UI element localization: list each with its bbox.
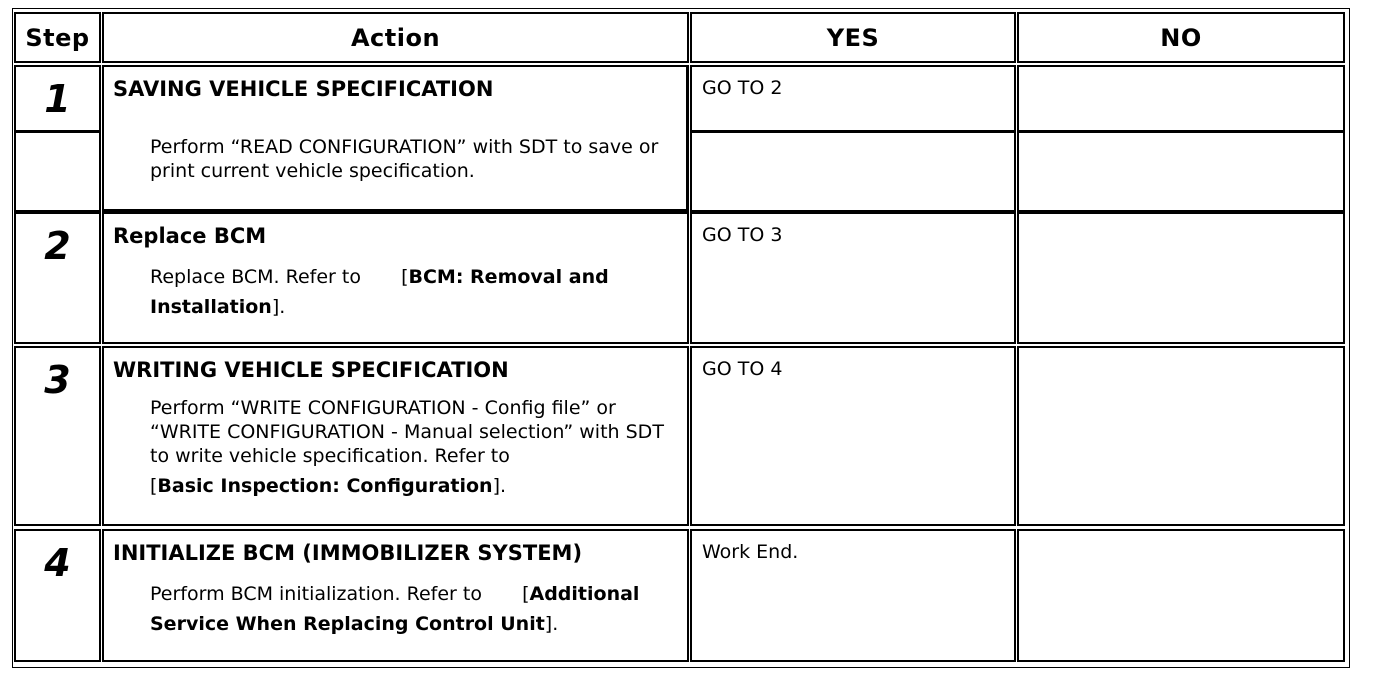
step-number: 3 [44, 358, 71, 402]
row-1-yes-subcell [690, 131, 1016, 212]
row-4-no-cell [1017, 529, 1345, 662]
yes-outcome-link[interactable]: GO TO 2 [702, 77, 783, 99]
row-4-step-cell [14, 529, 101, 662]
yes-outcome-link[interactable]: GO TO 4 [702, 358, 783, 380]
header-step: Step [14, 12, 101, 63]
row-3-no-cell [1017, 346, 1345, 526]
row-2-yes-cell [690, 212, 1016, 344]
header-yes: YES [690, 12, 1016, 63]
yes-outcome-text: Work End. [702, 541, 799, 563]
row-1-no-cell [1017, 65, 1345, 132]
body-suffix: ]. [271, 296, 286, 318]
reference-link[interactable]: Additional Service When Replacing Control Unit [150, 583, 640, 635]
step-number: 1 [44, 77, 71, 121]
action-title: INITIALIZE BCM (IMMOBILIZER SYSTEM) [113, 541, 583, 565]
row-3-action-cell [102, 346, 689, 526]
row-3-yes-cell [690, 346, 1016, 526]
body-text: Replace BCM. Refer to [150, 266, 361, 288]
bracket-open: [ [522, 583, 530, 605]
header-no: NO [1017, 12, 1345, 63]
header-action: Action [102, 12, 689, 63]
action-body [150, 396, 680, 498]
row-1-action-cell [102, 65, 689, 212]
row-1-step-cell [14, 65, 101, 132]
step-number: 4 [44, 541, 71, 585]
row-2-action-cell [102, 212, 689, 344]
row-2-step-cell [14, 212, 101, 344]
reference-link[interactable]: BCM: Removal and Installation [150, 266, 609, 318]
reference-link[interactable]: Basic Inspection: Configuration [157, 475, 493, 497]
action-body [150, 262, 680, 322]
action-body: Perform “READ CONFIGURATION” with SDT to save or print current vehicle specification. [150, 136, 659, 182]
row-4-yes-cell [690, 529, 1016, 662]
row-4-action-cell [102, 529, 689, 662]
reference-line [150, 474, 680, 498]
row-3-step-cell [14, 346, 101, 526]
action-body [150, 579, 680, 639]
action-title: WRITING VEHICLE SPECIFICATION [113, 358, 509, 382]
body-text: Perform “WRITE CONFIGURATION - Config file” or “WRITE CONFIGURATION - Manual selection” with SDT to write vehicle specification. Refer to [150, 397, 664, 467]
action-title: SAVING VEHICLE SPECIFICATION [113, 77, 494, 101]
body-text: Perform BCM initialization. Refer to [150, 583, 482, 605]
bracket-open: [ [150, 475, 158, 497]
body-suffix: ]. [492, 475, 507, 497]
yes-outcome-link[interactable]: GO TO 3 [702, 224, 783, 246]
step-number: 2 [44, 224, 71, 268]
row-1-yes-cell [690, 65, 1016, 132]
row-2-no-cell [1017, 212, 1345, 344]
body-suffix: ]. [544, 613, 559, 635]
action-title: Replace BCM [113, 224, 267, 248]
row-1-no-subcell [1017, 131, 1345, 212]
bracket-open: [ [401, 266, 409, 288]
row-1-step-subcell [14, 131, 101, 212]
